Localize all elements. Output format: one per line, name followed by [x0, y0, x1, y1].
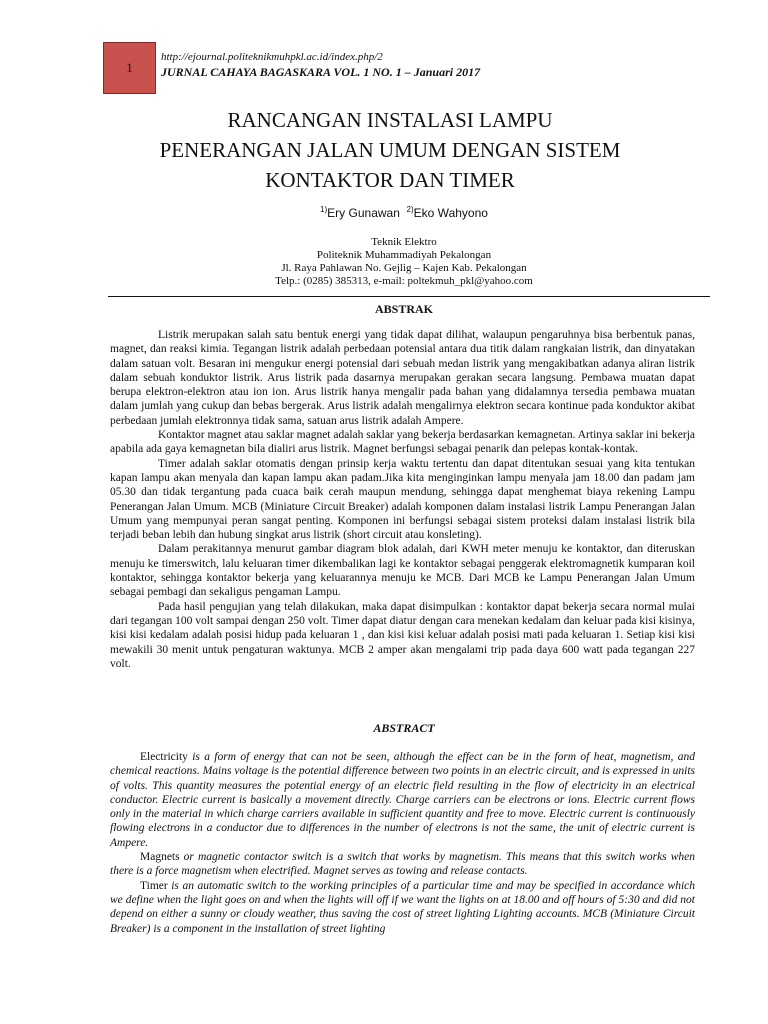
title-line-1: RANCANGAN INSTALASI LAMPU [227, 108, 553, 132]
abstrak-paragraph: Listrik merupakan salah satu bentuk energi yang tidak dapat dilihat, walaupun pengaruhnya bisa berbentuk panas, magnet, dan reaksi kimia. Tegangan listrik adalah perbedaan potensial antara dua titik dalam rangkaian listrik, dan dinyatakan dalam satuan volt. Besaran ini mengukur energi potensial dari sebuah medan listrik yang mengakibatkan adanya aliran listrik dalam sebuah konduktor listrik. Arus listrik pada dasarnya merupakan gerakan secara langsung. Pembawa muatan dapat berupa elektron-elektron atau ion ion. Arus listrik hanya mengalir pada bahan yang didalamnya tersedia pembawa muatan dalam jumlah yang cukup dan bebas bergerak. Arus listrik adalah mengalirnya elektron secara kontinue pada konduktor akibat perbedaan jumlah elektronnya tidak sama, satuan arus listrik adalah Ampere. [110, 329, 695, 427]
abstract-lead-word: Electricity [140, 751, 188, 763]
abstrak-heading: ABSTRAK [374, 302, 433, 316]
abstract-lead-word: Timer [140, 879, 168, 892]
paper-title [60, 105, 720, 195]
journal-name: JURNAL CAHAYA BAGASKARA VOL. 1 NO. 1 – Januari 2017 [161, 65, 481, 79]
abstract-body [110, 750, 695, 936]
author-2-name: Eko Wahyono [413, 206, 488, 220]
abstrak-paragraph: Dalam perakitannya menurut gambar diagram blok adalah, dari KWH meter menuju ke kontaktor, dan diteruskan menuju ke timerswitch, lalu keluaran timer dikembalikan lagi ke kontaktor sebagai penggerak elektromagnetik kumparan koil kontaktor, sehingga kontaktor bekerja yang keluarannya menuju ke MCB. Dari MCB ke Lampu Penerangan Jalan Umum sebagai pembagi dan sekaligus pengaman Lampu. [110, 543, 695, 599]
abstrak-paragraph: Kontaktor magnet atau saklar magnet adalah saklar yang bekerja berdasarkan kemagnetan. Artinya saklar ini bekerja apabila ada gaya kemagnetan bila dialiri arus listrik. Magnet berfungsi sebagai penarik dan pelepas kontak-kontak. [110, 429, 695, 456]
affiliation-block [0, 236, 768, 288]
abstract-paragraph [110, 850, 695, 879]
title-line-2: PENERANGAN JALAN UMUM DENGAN SISTEM [159, 138, 621, 162]
author-1-marker: 1) [320, 205, 328, 214]
author-2-marker: 2) [406, 205, 414, 214]
affiliation-address: Jl. Raya Pahlawan No. Gejlig – Kajen Kab. Pekalongan [281, 262, 527, 274]
author-list [0, 205, 768, 220]
abstract-text: is a form of energy that can not be seen, although the effect can be in the form of heat, magnetism, and chemical reactions. Mains voltage is the potential difference between two points in an electric circuit, and is expressed in units of volts. This quantity measures the potential energy of an electric field resulting in the flow of electricity in an electrical conductor. Electric current is basically a movement directly. Charge carriers can be electrons or ions. Electric current flows only in the material in which charge carriers available in sufficient quantity and free to move. Electric current is continuously flowing electrons in a conductor due to differences in the number of electrons is not the same, the unit of electric current is Ampere. [110, 751, 695, 849]
affiliation-institution: Politeknik Muhammadiyah Pekalongan [316, 249, 492, 261]
page-number-badge [103, 42, 156, 94]
affiliation-department: Teknik Elektro [371, 236, 437, 248]
affiliation-contact: Telp.: (0285) 385313, e-mail: poltekmuh_pkl@yahoo.com [275, 275, 533, 287]
header-divider [108, 296, 710, 297]
abstract-text: or magnetic contactor switch is a switch that works by magnetism. This means that this switch works when there is a force magnetism when electrified. Magnet serves as towing and release contacts. [110, 851, 695, 878]
abstrak-paragraph: Pada hasil pengujian yang telah dilakukan, maka dapat disimpulkan : kontaktor dapat bekerja secara normal mulai dari tegangan 100 volt sampai dengan 250 volt. Timer dapat diatur dengan cara menekan kedalam dan keluar pada kisi kisinya, kisi kisi kedalam adalah posisi hidup pada keluaran 1 , dan kisi kisi keluar adalah posisi mati pada keluaran 1. Setiap kisi kisi mewakili 30 menit untuk pengaturan waktunya. MCB 2 amper akan mengalami trip pada daya 600 watt pada tegangan 227 volt. [110, 600, 695, 670]
abstract-heading: ABSTRACT [373, 721, 435, 735]
journal-url[interactable]: http://ejournal.politeknikmuhpkl.ac.id/index.php/2 [161, 51, 383, 63]
abstract-paragraph [110, 750, 695, 850]
title-line-3: KONTAKTOR DAN TIMER [265, 168, 515, 192]
abstrak-paragraph: Timer adalah saklar otomatis dengan prinsip kerja waktu tertentu dan dapat ditentukan sesuai yang kita tentukan kapan lampu akan menyala dan kapan lampu akan padam.Jika kita menginginkan lampu menyala jam 18.00 dan padam jam 05.30 dan tidak tergantung pada cuaca baik cerah maupun mendung, sehingga dapat menghemat biaya rekening Lampu Penerangan Jalan Umum. MCB (Miniature Circuit Breaker) adalah komponen dalam instalasi listrik Lampu Penerangan Jalan Umum yang mempunyai peran sangat penting. Komponen ini berfungsi sebagai sistem proteksi dalam instalasi listrik bila terjadi beban lebih dan hubung singkat arus listrik (short circuit atau konsleting). [110, 457, 695, 542]
page-number: 1 [126, 60, 133, 75]
abstract-lead-word: Magnets [140, 851, 180, 864]
abstract-text: is an automatic switch to the working principles of a particular time and may be specified in accordance which we define when the light goes on and when the lights will off if we want the lights on at 18.00 and off hours of 5:30 and did not depend on either a sunny or cloudy weather, thus saving the cost of street lighting Lighting accounts. MCB (Miniature Circuit Breaker) is a component in the installation of street lighting [110, 879, 695, 935]
author-1-name: Ery Gunawan [327, 206, 400, 220]
abstract-paragraph [110, 879, 695, 936]
abstrak-body [110, 328, 695, 671]
